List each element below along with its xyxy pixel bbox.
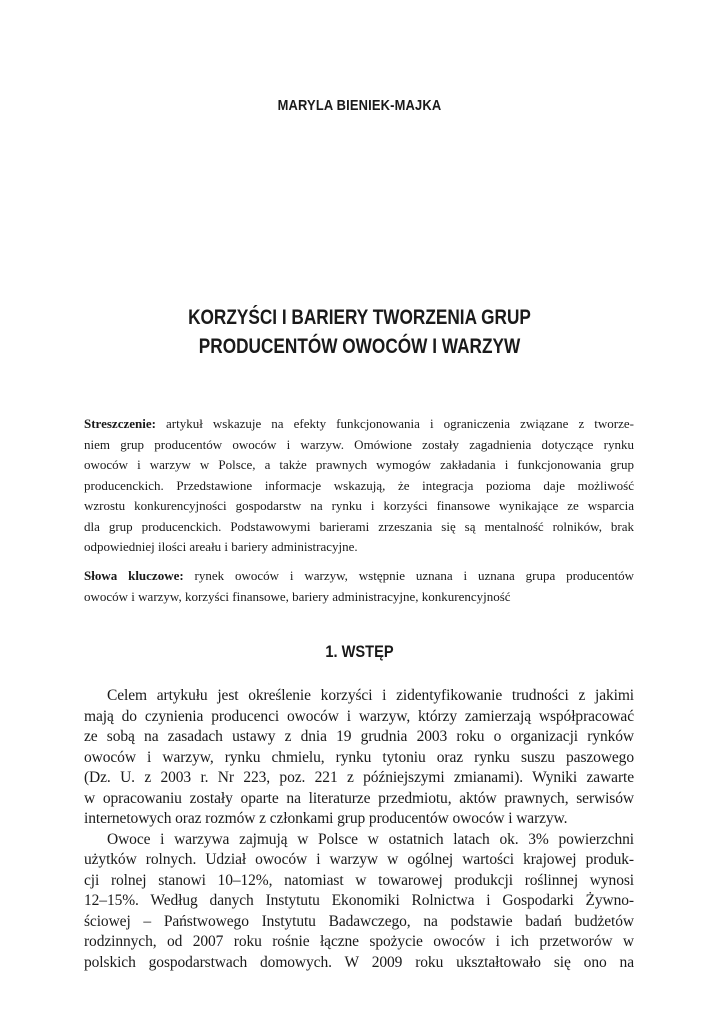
body-line: ściowej – Państwowego Instytutu Badawczego, na podstawie badań budżetów: [84, 912, 634, 930]
abstract-line: owoców i warzyw w Polsce, a także prawnych wymogów zakładania i funkcjonowania grup: [84, 457, 634, 472]
abstract: [84, 414, 634, 558]
body-line: Owoce i warzywa zajmują w Polsce w ostatnich latach ok. 3% powierzchni: [107, 830, 634, 848]
title-line-1: KORZYŚCI I BARIERY TWORZENIA GRUP: [188, 306, 531, 329]
abstract-label: Streszczenie:: [84, 416, 156, 431]
body-line: Celem artykułu jest określenie korzyści i zidentyfikowanie trudności z jakimi: [107, 687, 634, 704]
abstract-line: producenckich. Przedstawione informacje wskazują, że integracja pozioma daje możliwość: [84, 477, 634, 493]
body-line: w opracowaniu zostały oparte na literaturze przedmiotu, aktów prawnych, serwisów: [84, 789, 634, 807]
abstract-line: odpowiedniej ilości areału i bariery administracyjne.: [84, 539, 358, 554]
body-line: użytków rolnych. Udział owoców i warzyw w ogólnej wartości krajowej produk-: [84, 851, 634, 868]
article-title: [65, 303, 655, 361]
body-line: internetowych oraz rozmów z członkami grup producentów owoców i warzyw.: [84, 810, 568, 827]
body-text: [84, 686, 634, 973]
body-line: polskich gospodarstwach domowych. W 2009 roku ukształtowało się ono na: [84, 953, 634, 971]
keywords: [84, 566, 634, 607]
body-line: cji rolnej stanowi 10–12%, natomiast w towarowej produkcji roślinnej wynosi: [84, 871, 634, 889]
section-heading: 1. WSTĘP: [325, 642, 394, 661]
abstract-line: dla grup producenckich. Podstawowymi barierami zrzeszania się są mentalność rolników, brak: [84, 518, 634, 534]
author-name: MARYLA BIENIEK-MAJKA: [277, 97, 442, 114]
title-line-2: PRODUCENTÓW OWOCÓW I WARZYW: [198, 335, 521, 358]
body-line: 12–15%. Według danych Instytutu Ekonomiki Rolnictwa i Gospodarki Żywno-: [84, 892, 634, 909]
keywords-label: Słowa kluczowe:: [84, 568, 184, 583]
body-line: owoców i warzyw, rynku chmielu, rynku tytoniu oraz rynku suszu paszowego: [84, 748, 634, 766]
abstract-line: wzrostu konkurencyjności gospodarstw na rynku i korzyści finansowe wynikające ze wsparcia: [84, 498, 634, 513]
keywords-line: Słowa kluczowe: rynek owoców i warzyw, wstępnie uznana i uznana grupa producentów: [84, 568, 634, 583]
body-line: mają do czynienia producenci owoców i warzyw, którzy zamierzają współpracować: [84, 707, 634, 725]
body-line: rodzinnych, od 2007 roku rośnie łączne spożycie owoców i ich przetworów w: [84, 933, 634, 950]
body-line: (Dz. U. z 2003 r. Nr 223, poz. 221 z późniejszymi zmianami). Wyniki zawarte: [84, 769, 634, 786]
keywords-line: owoców i warzyw, korzyści finansowe, bariery administracyjne, konkurencyjność: [84, 588, 511, 604]
abstract-line: niem grup producentów owoców i warzyw. Omówione zostały zagadnienia dotyczące rynku: [84, 436, 634, 452]
body-line: ze sobą na zasadach ustawy z dnia 19 grudnia 2003 roku o organizacji rynków: [84, 728, 634, 745]
abstract-line: Streszczenie: artykuł wskazuje na efekty funkcjonowania i ograniczenia związane z tworze-: [84, 416, 634, 431]
